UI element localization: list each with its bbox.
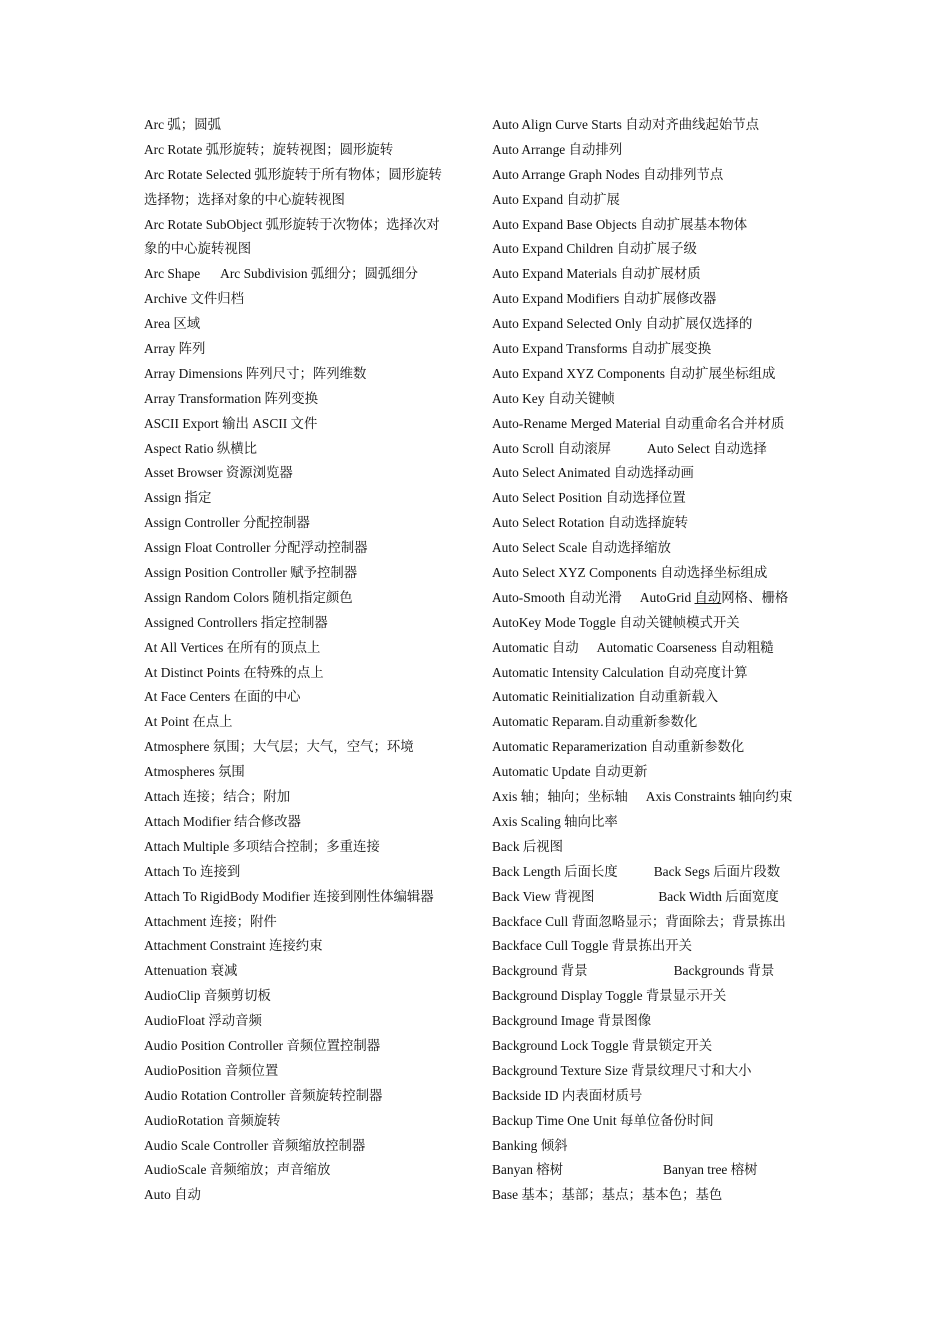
- glossary-entry: Automatic Update 自动更新: [492, 764, 648, 780]
- glossary-entry-pair: [492, 860, 832, 885]
- glossary-entry: Assigned Controllers 指定控制器: [144, 614, 328, 630]
- glossary-entry-continuation: 象的中心旋转视图: [144, 241, 252, 257]
- glossary-entry-pair: [492, 885, 832, 910]
- glossary-entry: Auto 自动: [144, 1187, 201, 1203]
- glossary-entry: Assign Controller 分配控制器: [144, 515, 310, 531]
- glossary-entry: Background Texture Size 背景纹理尺寸和大小: [492, 1062, 752, 1078]
- glossary-entry: At Distinct Points 在特殊的点上: [144, 664, 324, 680]
- glossary-term: Axis Constraints 轴向约束: [645, 789, 793, 805]
- glossary-entry: Array Transformation 阵列变换: [144, 390, 319, 406]
- glossary-entry: Atmosphere 氛围；大气层；大气，空气；环境: [144, 739, 414, 755]
- glossary-term: Auto Select 自动选择: [647, 440, 767, 456]
- glossary-entry: Attach Multiple 多项结合控制；多重连接: [144, 838, 380, 854]
- glossary-entry: At Face Centers 在面的中心: [144, 689, 301, 705]
- glossary-entry: Audio Position Controller 音频位置控制器: [144, 1037, 381, 1053]
- glossary-term: AutoGrid: [639, 589, 695, 605]
- glossary-entry: Auto Expand Modifiers 自动扩展修改器: [492, 291, 717, 307]
- glossary-entry: Attach To RigidBody Modifier 连接到刚性体编辑器: [144, 888, 434, 904]
- glossary-term-tail: 网格、栅格: [721, 589, 789, 605]
- underlined-word: 自动: [694, 589, 722, 605]
- glossary-entry: Array Dimensions 阵列尺寸；阵列维数: [144, 365, 367, 381]
- glossary-entry: Auto Arrange 自动排列: [492, 141, 623, 157]
- glossary-entry: Automatic Intensity Calculation 自动亮度计算: [492, 664, 748, 680]
- glossary-entry: Aspect Ratio 纵横比: [144, 440, 258, 456]
- glossary-entry: Base 基本；基部；基点；基本色；基色: [492, 1187, 723, 1203]
- glossary-entry: Axis Scaling 轴向比率: [492, 813, 618, 829]
- glossary-entry: Area 区域: [144, 316, 201, 332]
- glossary-term: Automatic Coarseness 自动粗糙: [596, 639, 774, 655]
- glossary-entry: Automatic Reparam.自动重新参数化: [492, 714, 698, 730]
- glossary-entry: Array 阵列: [144, 341, 206, 357]
- glossary-entry: Assign Position Controller 赋予控制器: [144, 565, 358, 581]
- glossary-entry-pair: [492, 959, 832, 984]
- glossary-entry: Background Image 背景图像: [492, 1013, 652, 1029]
- glossary-term: Back Length 后面长度: [492, 863, 618, 879]
- glossary-entry: At Point 在点上: [144, 714, 233, 730]
- glossary-entry: Archive 文件归档: [144, 291, 245, 307]
- glossary-entry: AudioPosition 音频位置: [144, 1062, 279, 1078]
- glossary-term: Arc Shape: [144, 266, 201, 282]
- glossary-entry: Assign Random Colors 随机指定颜色: [144, 589, 353, 605]
- glossary-entry: Auto Arrange Graph Nodes 自动排列节点: [492, 166, 724, 182]
- glossary-entry: Audio Rotation Controller 音频旋转控制器: [144, 1087, 383, 1103]
- glossary-entry: Attach Modifier 结合修改器: [144, 813, 301, 829]
- glossary-entry: Audio Scale Controller 音频缩放控制器: [144, 1137, 366, 1153]
- glossary-term: Automatic 自动: [492, 639, 579, 655]
- glossary-entry: AudioFloat 浮动音频: [144, 1013, 262, 1029]
- glossary-entry-pair: [492, 586, 832, 611]
- glossary-entry: Auto Select Position 自动选择位置: [492, 490, 686, 506]
- glossary-entry: Automatic Reinitialization 自动重新载入: [492, 689, 719, 705]
- glossary-term: Banyan tree 榕树: [663, 1162, 758, 1178]
- glossary-term: Background 背景: [492, 963, 588, 979]
- left-glossary-column: [144, 113, 474, 1208]
- glossary-entry: Attach 连接；结合；附加: [144, 789, 291, 805]
- glossary-entry: Auto Select XYZ Components 自动选择坐标组成: [492, 565, 768, 581]
- glossary-entry-pair: [492, 785, 832, 810]
- glossary-entry: Auto Key 自动关键帧: [492, 390, 615, 406]
- glossary-entry: Atmospheres 氛围: [144, 764, 245, 780]
- glossary-entry: Arc Rotate Selected 弧形旋转于所有物体；圆形旋转: [144, 166, 442, 182]
- glossary-entry: Arc 弧；圆弧: [144, 117, 221, 132]
- glossary-entry: Backup Time One Unit 每单位备份时间: [492, 1112, 714, 1128]
- glossary-entry: Auto Select Animated 自动选择动画: [492, 465, 694, 481]
- glossary-entry: AudioClip 音频剪切板: [144, 988, 271, 1004]
- glossary-entry: Background Lock Toggle 背景锁定开关: [492, 1037, 713, 1053]
- glossary-term: Backgrounds 背景: [673, 963, 775, 979]
- glossary-entry-pair: [492, 636, 832, 661]
- glossary-entry: Attenuation 衰减: [144, 963, 238, 979]
- glossary-entry: Backface Cull 背面忽略显示；背面除去；背景拣出: [492, 913, 786, 929]
- glossary-term: Auto-Smooth 自动光滑: [492, 589, 622, 605]
- glossary-entry: Banking 倾斜: [492, 1137, 568, 1153]
- glossary-term: Back Segs 后面片段数: [653, 863, 781, 879]
- glossary-term: Auto Scroll 自动滚屏: [492, 440, 612, 456]
- right-glossary-column: [492, 113, 832, 1208]
- glossary-term: Back View 背视图: [492, 888, 595, 904]
- glossary-entry-pair: [144, 262, 474, 287]
- glossary-entry: AutoKey Mode Toggle 自动关键帧模式开关: [492, 614, 740, 630]
- glossary-entry: Auto Expand Transforms 自动扩展变换: [492, 341, 712, 357]
- glossary-entry: Backside ID 内表面材质号: [492, 1087, 643, 1103]
- glossary-entry: Auto Select Rotation 自动选择旋转: [492, 515, 689, 531]
- glossary-entry: Asset Browser 资源浏览器: [144, 465, 293, 481]
- glossary-entry: Assign Float Controller 分配浮动控制器: [144, 540, 368, 556]
- glossary-entry: At All Vertices 在所有的顶点上: [144, 639, 321, 655]
- glossary-entry: Back 后视图: [492, 838, 564, 854]
- glossary-entry: Auto Expand 自动扩展: [492, 191, 620, 207]
- glossary-entry: Auto-Rename Merged Material 自动重命名合并材质: [492, 415, 785, 431]
- glossary-entry: Background Display Toggle 背景显示开关: [492, 988, 727, 1004]
- glossary-entry: Auto Expand Base Objects 自动扩展基本物体: [492, 216, 748, 232]
- glossary-term: Arc Subdivision 弧细分；圆弧细分: [220, 266, 419, 282]
- glossary-entry: Attach To 连接到: [144, 863, 241, 879]
- glossary-entry: AudioScale 音频缩放；声音缩放: [144, 1162, 331, 1178]
- glossary-entry: Arc Rotate SubObject 弧形旋转于次物体；选择次对: [144, 216, 440, 232]
- glossary-entry: Attachment Constraint 连接约束: [144, 938, 323, 954]
- glossary-entry-continuation: 选择物；选择对象的中心旋转视图: [144, 191, 345, 207]
- glossary-entry-pair: [492, 1158, 832, 1183]
- glossary-entry: Auto Expand XYZ Components 自动扩展坐标组成: [492, 365, 776, 381]
- glossary-entry: ASCII Export 输出 ASCII 文件: [144, 415, 318, 431]
- glossary-entry: Arc Rotate 弧形旋转；旋转视图；圆形旋转: [144, 141, 394, 157]
- glossary-entry: Auto Select Scale 自动选择缩放: [492, 540, 671, 556]
- glossary-entry: Attachment 连接；附件: [144, 913, 277, 929]
- glossary-term: Axis 轴；轴向；坐标轴: [492, 789, 628, 805]
- glossary-entry: Backface Cull Toggle 背景拣出开关: [492, 938, 693, 954]
- glossary-entry-pair: [492, 437, 832, 462]
- glossary-entry: Auto Align Curve Starts 自动对齐曲线起始节点: [492, 117, 760, 132]
- glossary-term: Back Width 后面宽度: [658, 888, 779, 904]
- glossary-term: Banyan 榕树: [492, 1162, 564, 1178]
- glossary-entry: Assign 指定: [144, 490, 212, 506]
- glossary-entry: AudioRotation 音频旋转: [144, 1112, 281, 1128]
- glossary-entry: Auto Expand Children 自动扩展子级: [492, 241, 697, 257]
- glossary-entry: Automatic Reparamerization 自动重新参数化: [492, 739, 745, 755]
- glossary-entry: Auto Expand Selected Only 自动扩展仅选择的: [492, 316, 753, 332]
- glossary-entry: Auto Expand Materials 自动扩展材质: [492, 266, 701, 282]
